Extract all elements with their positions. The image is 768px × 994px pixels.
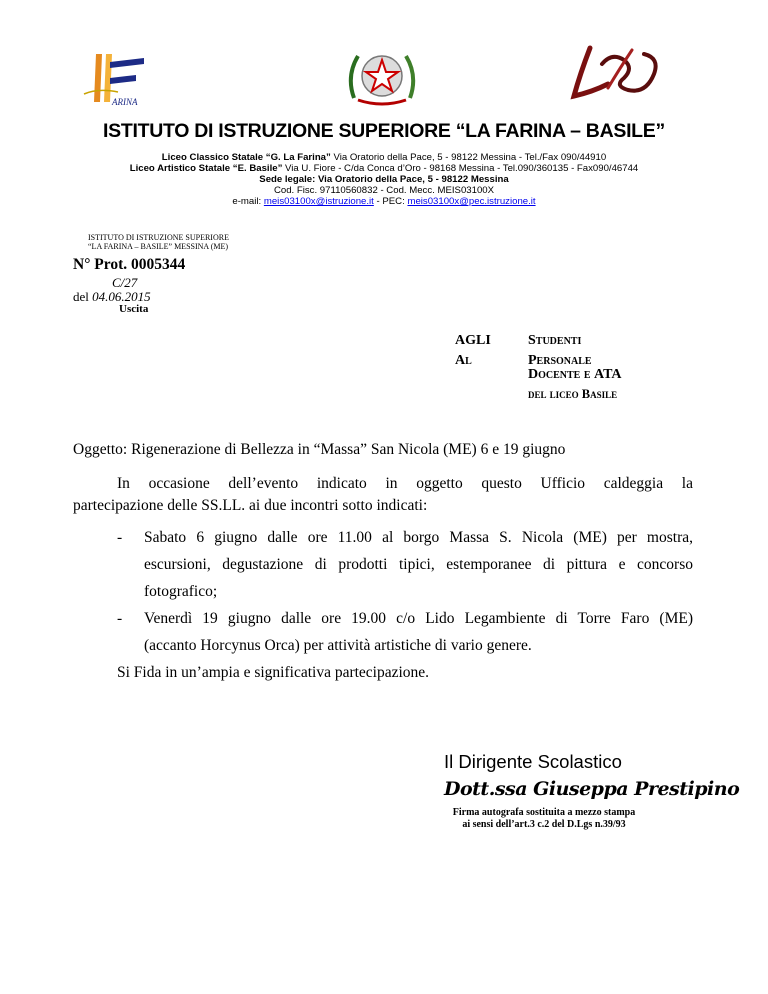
recipient-teachers-ata: ATA <box>594 367 622 382</box>
italian-republic-emblem-icon <box>344 46 420 108</box>
liceo-artistico-address: Via U. Fiore - C/da Conca d’Oro - 98168 Messina - Tel.090/360135 - Fax090/46744 <box>282 163 639 174</box>
item1-line-2: escursioni, degustazione di prodotti tipici, estemporanee di pittura e concorso <box>144 556 693 573</box>
legal-seat-line <box>0 174 768 185</box>
email-link[interactable]: meis03100x@istruzione.it <box>263 196 374 207</box>
item1-line-1: Sabato 6 giugno dalle ore 11.00 al borgo Massa S. Nicola (ME) per mostra, <box>144 529 693 546</box>
liceo-artistico-name: Liceo Artistico Statale “E. Basile” <box>129 163 283 174</box>
list-bullet-1: - <box>117 529 123 546</box>
school-logo-if-icon <box>78 52 156 108</box>
recipient-students: Studenti <box>528 333 582 348</box>
recipient-school: del liceo Basile <box>528 387 618 401</box>
liceo-classico-address: Via Oratorio della Pace, 5 - 98122 Messina - Tel./Fax 090/44910 <box>330 152 607 163</box>
liceo-classico-name: Liceo Classico Statale “G. La Farina” <box>161 152 331 163</box>
protocol-date-label: del <box>73 289 93 304</box>
email-label: e-mail: <box>232 196 264 207</box>
signature-note-line-1: Firma autografa sostituita a mezzo stampa <box>452 807 636 818</box>
protocol-date: 04.06.2015 <box>92 289 151 304</box>
recipient-prefix-agli: AGLI <box>455 333 491 348</box>
address-line-classico <box>0 152 768 163</box>
school-name-title: ISTITUTO DI ISTRUZIONE SUPERIORE “LA FARINA – BASILE” <box>103 120 665 142</box>
item2-line-2: (accanto Horcynus Orca) per attività artistiche di vario genere. <box>144 637 532 654</box>
closing-line: Si Fida in un’ampia e significativa partecipazione. <box>117 664 430 681</box>
stamp-line-1: ISTITUTO DI ISTRUZIONE SUPERIORE <box>88 233 229 242</box>
pec-link[interactable]: meis03100x@pec.istruzione.it <box>407 196 536 207</box>
protocol-direction: Uscita <box>119 303 149 315</box>
item2-line-1: Venerdì 19 giugno dalle ore 19.00 c/o Lido Legambiente di Torre Faro (ME) <box>144 610 693 627</box>
legal-seat-text: Sede legale: Via Oratorio della Pace, 5 - 98122 Messina <box>259 174 509 185</box>
svg-text:ARINA: ARINA <box>112 97 138 107</box>
recipient-teachers-prefix: Docente e <box>528 367 595 382</box>
intro-line-1: In occasione dell’evento indicato in oggetto questo Ufficio caldeggia la <box>117 475 693 492</box>
recipient-staff: Personale <box>528 353 592 368</box>
protocol-number: N° Prot. 0005344 <box>73 256 186 273</box>
item1-line-3: fotografico; <box>144 583 218 600</box>
contacts-line <box>0 196 768 207</box>
protocol-category: C/27 <box>112 275 138 290</box>
address-line-artistico <box>0 163 768 174</box>
signatory-title: Il Dirigente Scolastico <box>444 751 622 772</box>
letter-subject: Oggetto: Rigenerazione di Bellezza in “Massa” San Nicola (ME) 6 e 19 giugno <box>73 441 566 458</box>
pec-label: - PEC: <box>373 196 408 207</box>
list-bullet-2: - <box>117 610 123 627</box>
signatory-name: Dott.ssa Giuseppa Prestipino <box>444 778 740 800</box>
recipient-teachers <box>528 367 622 383</box>
stamp-line-2: “LA FARINA – BASILE” MESSINA (ME) <box>88 242 229 251</box>
recipient-prefix-al: Al <box>455 353 472 368</box>
school-logo-lb-icon <box>568 44 664 102</box>
signature-note-line-2: ai sensi dell’art.3 c.2 del D.Lgs n.39/93 <box>462 819 626 830</box>
intro-line-2: partecipazione delle SS.LL. ai due incontri sotto indicati: <box>73 497 428 514</box>
fiscal-code-line: Cod. Fisc. 97110560832 - Cod. Mecc. MEIS03100X <box>273 185 495 196</box>
